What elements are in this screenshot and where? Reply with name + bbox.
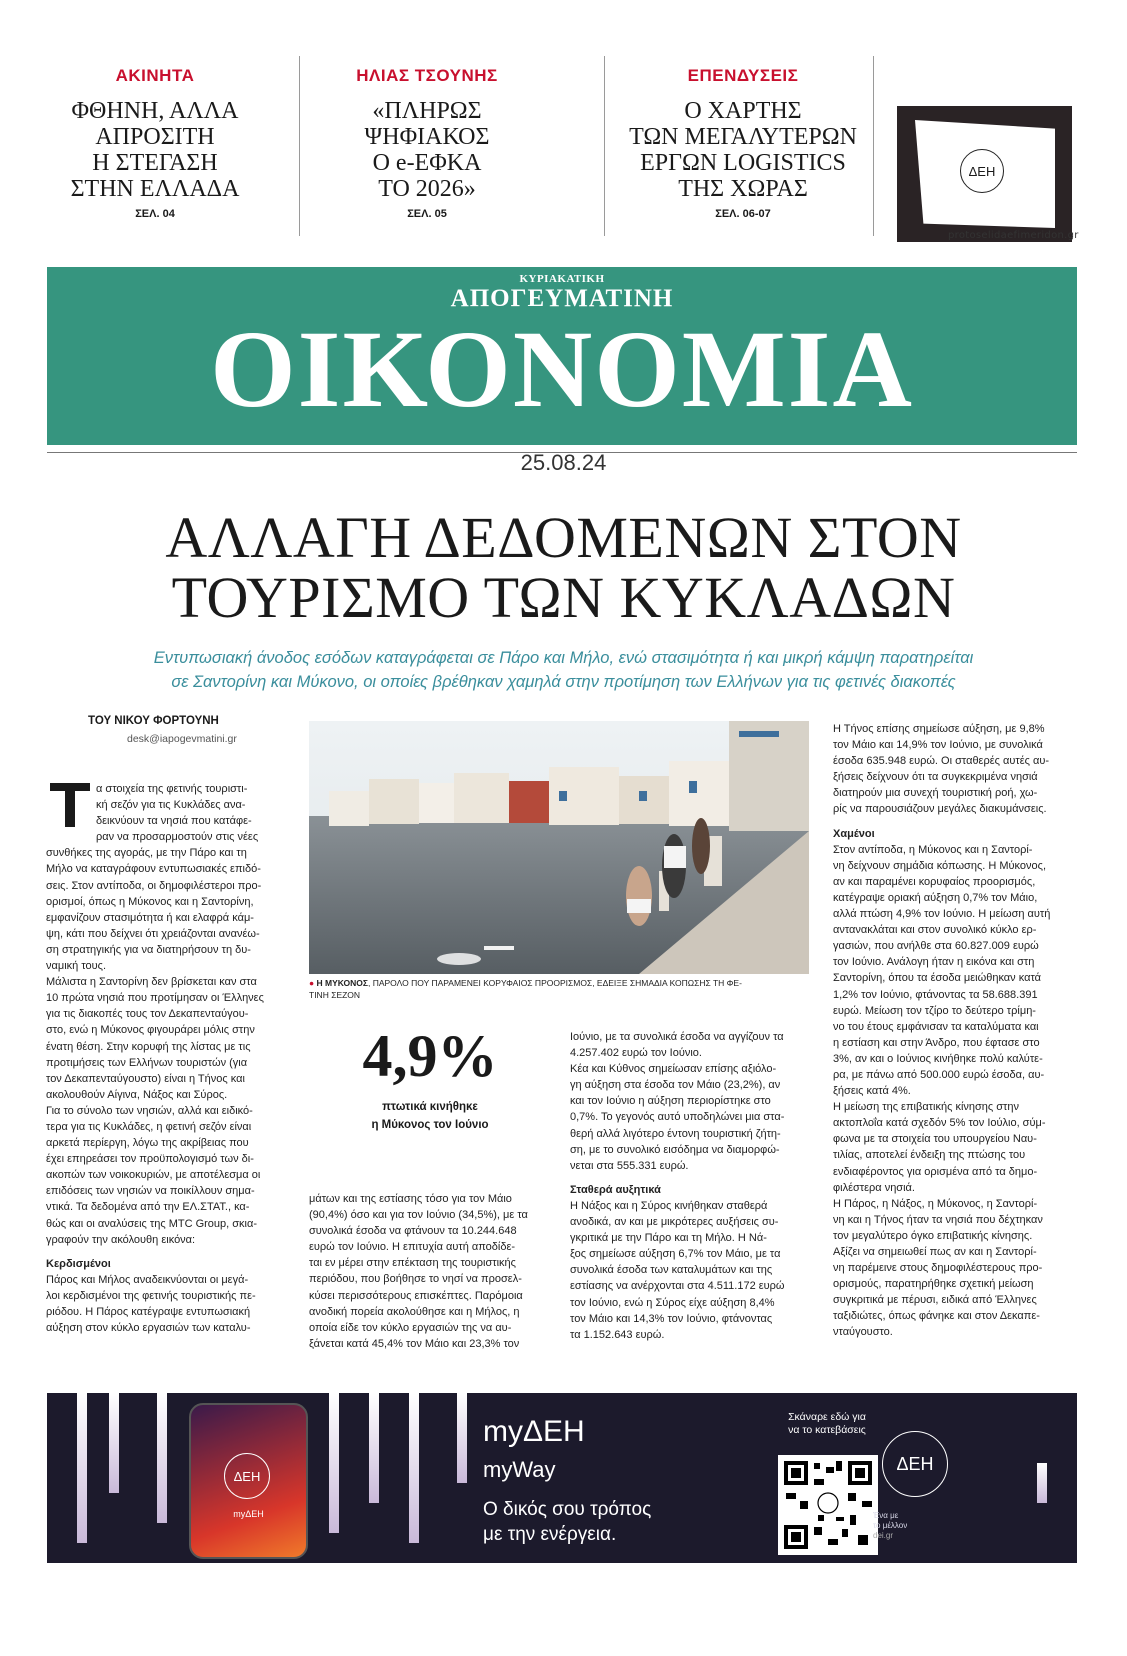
article-line: αύξηση στον κύκλο εργασιών των καταλυ-	[46, 1322, 251, 1335]
article-line: ντικά. Τα δεδομένα από την ΕΛ.ΣΤΑΤ., κα-	[46, 1201, 250, 1214]
ad-light-bar	[369, 1393, 379, 1503]
article-line: τον Δεκαπενταύγουστο) είναι η Τήνος και	[46, 1072, 245, 1085]
article-line: ανοδική πορεία ακολούθησε και η Μήλος, η	[309, 1305, 520, 1318]
article-line: ορισμούς, παρατηρήθηκε σχετική μείωση	[833, 1278, 1034, 1291]
article-line: ναμική τους.	[46, 960, 106, 973]
article-line: ται εν μέρει στην επέκταση της τουριστικής	[309, 1257, 516, 1270]
article-line	[570, 1174, 810, 1182]
article-line: νταύγουστο.	[833, 1326, 893, 1339]
ad-light-bar	[109, 1393, 119, 1493]
teaser-line: ΨΗΦΙΑΚΟΣ	[364, 124, 490, 150]
deh-logo-text: ΔΕΗ	[968, 163, 996, 179]
ad-slogan	[483, 1497, 651, 1547]
section-masthead	[47, 267, 1077, 445]
article-line: διατηρούν μια συνεχή τουριστική ροή, χω-	[833, 787, 1038, 800]
ad-light-bar	[409, 1393, 419, 1543]
phone-app-label: myΔΕΗ	[233, 1509, 264, 1519]
teaser-headline	[292, 98, 562, 202]
teaser-line: Ο e-ΕΦΚΑ	[372, 150, 482, 176]
ad-light-bar	[77, 1393, 87, 1543]
teaser-kicker: ΕΠΕΝΔΥΣΕΙΣ	[687, 66, 799, 85]
article-line: οποία είδε τον κύκλο εργασιών της να αυ-	[309, 1321, 512, 1334]
article-column-3	[570, 1029, 810, 1343]
tagline-line: το μέλλον	[873, 1521, 908, 1530]
article-line: έχει επηρεάσει τον προϋπολογισμό των δι-	[46, 1153, 254, 1166]
article-line: Αξίζει να σημειωθεί πως αν και η Σαντορί-	[833, 1246, 1037, 1258]
article-line: τον Μάιο και 14,3% τον Ιούνιο, φτάνοντας	[570, 1312, 773, 1325]
teaser-page: ΣΕΛ. 04	[135, 208, 175, 220]
ad-tagline	[873, 1511, 907, 1541]
column-divider	[604, 56, 605, 236]
article-line: Μήλο να καταγράφουν εντυπωσιακές επιδό-	[46, 863, 261, 876]
mykonos-photo-image	[309, 721, 809, 974]
article-line: ρα, με πάνω από 500.000 ευρώ έσοδα, αυ-	[833, 1068, 1045, 1081]
article-line: λοι κερδισμένοι της φετινής τουριστικής πε-	[46, 1289, 256, 1302]
article-line: μάτων και της εστίασης τόσο για τον Μάιο	[309, 1193, 512, 1205]
article-line: ξος σημείωσε αύξηση 6,7% τον Μάιο, με τα	[570, 1248, 781, 1261]
article-line: κή σεζόν για τις Κυκλάδες ανα-	[96, 799, 246, 812]
deh-logo	[960, 149, 1004, 193]
scan-line: Σκάναρε εδώ για	[788, 1411, 866, 1423]
article-line: αλλά πτώση 4,9% τον Ιούνιο. Η μείωση αυτή	[833, 908, 1051, 921]
article-line: Ιούνιο, με τα συνολικά έσοδα να αγγίζουν τα	[570, 1031, 784, 1043]
article-line: τον μεγαλύτερο όγκο επιβατικής κίνησης.	[833, 1229, 1033, 1242]
phone-logo-text: ΔΕΗ	[233, 1468, 261, 1484]
phone-deh-logo	[224, 1453, 270, 1499]
author-email[interactable]: desk@iapogevmatini.gr	[127, 733, 237, 745]
article-line: γη αύξηση στα έσοδα τον Μάιο (23,2%), αν	[570, 1079, 781, 1092]
photo-caption	[309, 977, 809, 1001]
article-line: αρκετά περίεργη, λόγω της ακρίβειας που	[46, 1137, 249, 1150]
article-line: ακοπών των νοικοκυριών, με αποτέλεσμα οι	[46, 1169, 261, 1182]
article-line: τον Ιούνιο, ενώ η Σύρος είχε αύξηση 8,4%	[570, 1296, 775, 1309]
article-line: δεικνύουν τα νησιά που κατάφε-	[96, 815, 252, 828]
article-line	[833, 818, 1075, 826]
article-line: έσοδα 635.948 ευρώ. Οι σταθερές αυτές αυ-	[833, 755, 1049, 768]
article-line: επιδόσεις των νησιών να ποικίλλουν σημα-	[46, 1185, 255, 1198]
article-line: ρίς να παρουσιάζουν μεγάλες διακυμάνσεις.	[833, 803, 1047, 816]
article-line: 4.257.402 ευρώ τον Ιούνιο.	[570, 1047, 702, 1060]
article-line: τον Μάιο και 14,9% τον Ιούνιο, με συνολικά	[833, 739, 1043, 752]
article-line: συνολικά έσοδα να φτάνουν τα 10.244.648	[309, 1225, 517, 1238]
article-line: κατέγραψε οριακή αύξηση 0,7% τον Μάιο,	[833, 891, 1038, 904]
article-line: συνθήκες της αγοράς, με την Πάρο και τη	[46, 847, 247, 860]
headline-line: ΤΟΥΡΙΣΜΟ ΤΩΝ ΚΥΚΛΑΔΩΝ	[171, 565, 956, 630]
article-line: Στον αντίποδα, η Μύκονος και η Σαντορί-	[833, 843, 1033, 856]
article-line: ση, με το συνολικό εισόδημα να διαμορφώ-	[570, 1143, 780, 1156]
article-line: ανοδικά, αν και με μικρότερες αυξήσεις συ-	[570, 1216, 779, 1229]
author-byline: ΤΟΥ ΝΙΚΟΥ ΦΟΡΤΟΥΝΗ	[88, 715, 219, 727]
article-deck	[80, 646, 1047, 694]
article-line: ση στρατηγικής για να διατηρήσουν τη δυ-	[46, 943, 251, 956]
caption-bullet-icon: ●	[309, 978, 317, 988]
article-line: γασιών, που ανήλθε στα 60.827.009 ευρώ	[833, 940, 1039, 953]
article-line: Κέα και Κύθνος σημείωσαν επίσης αξιόλο-	[570, 1063, 777, 1076]
caption-lead: Η ΜΥΚΟΝΟΣ	[316, 978, 368, 988]
caption-text: , ΠΑΡΟΛΟ ΠΟΥ ΠΑΡΑΜΕΝΕΙ ΚΟΡΥΦΑΙΟΣ ΠΡΟΟΡΙΣΜΟΣ, ΕΔΕΙΞΕ ΣΗΜΑΔΙΑ ΚΟΠΩΣΗΣ ΤΗ ΦΕ-	[367, 978, 742, 988]
article-line: νεται στα 555.331 ευρώ.	[570, 1159, 689, 1172]
article-line: Η Τήνος επίσης σημείωσε αύξηση, με 9,8%	[833, 723, 1045, 735]
article-line: συνολικά έσοδα των καταλυμάτων και της	[570, 1264, 773, 1277]
teaser-line: ΦΘΗΝΗ, ΑΛΛΑ	[71, 98, 239, 124]
deh-ad-banner[interactable]	[47, 1393, 1077, 1563]
article-line: και τον Ιούνιο η αύξηση περιορίστηκε στο	[570, 1095, 771, 1108]
article-line: ξήσεις κατά 4%.	[833, 1085, 911, 1098]
teaser-line: Η ΣΤΕΓΑΣΗ	[92, 150, 218, 176]
article-line: 3%, αν και ο Ιούνιος κινήθηκε πολύ καλύτε-	[833, 1052, 1043, 1065]
masthead-kyriakatiki: ΚΥΡΙΑΚΑΤΙΚΗ	[519, 273, 605, 285]
teaser-line: ΕΡΓΩΝ LOGISTICS	[640, 150, 846, 176]
article-line: κύσει περισσότερους επισκέπτες. Παρόμοια	[309, 1289, 523, 1302]
article-line: α στοιχεία της φετινής τουριστι-	[96, 783, 248, 795]
teaser-headline	[608, 98, 878, 202]
article-subhead: Χαμένοι	[833, 827, 875, 840]
article-line: Σαντορίνη, όπου τα έσοδα μειώθηκαν κατά	[833, 972, 1042, 985]
deck-line: σε Σαντορίνη και Μύκονο, οι οποίες βρέθηκαν χαμηλά στην προτίμηση των Ελλήνων για τις φετινές διακοπές	[171, 673, 956, 691]
column-divider	[873, 56, 874, 236]
teaser-line: «ΠΛΗΡΩΣ	[372, 98, 482, 124]
ad-light-bar	[1037, 1463, 1047, 1503]
article-line: ακτοπλοΐα κατά σχεδόν 5% τον Ιούλιο, σύμ-	[833, 1117, 1046, 1130]
article-line: ξάνεται κατά 45,4% τον Μάιο και 23,3% τον	[309, 1337, 520, 1350]
masthead-newspaper-name: ΑΠΟΓΕΥΜΑΤΙΝΗ	[450, 285, 674, 312]
article-line: συγκριτικά με πέρυσι, ειδικά από Έλληνες	[833, 1294, 1037, 1307]
teaser-kicker: ΑΚΙΝΗΤΑ	[115, 66, 195, 85]
article-line: στο, ενώ η Μύκονος φιγουράρει μόλις στην	[46, 1024, 255, 1037]
callout-line: η Μύκονος τον Ιούνιο	[371, 1119, 489, 1131]
article-line: γκριτικά με την Πάρο και τη Μήλο. Η Νά-	[570, 1232, 767, 1245]
ad-light-bar	[157, 1393, 167, 1523]
qr-code-icon	[778, 1455, 878, 1555]
ad-light-bar	[457, 1393, 467, 1483]
article-line: (90,4%) όσο και για τον Ιούνιο (34,5%), με τα	[309, 1209, 528, 1222]
main-headline	[0, 505, 1127, 630]
article-line: εστίασης να ανέρχονται στα 4.511.172 ευρώ	[570, 1280, 785, 1293]
article-line: θώς και οι αναλύσεις της MTC Group, σκια-	[46, 1217, 258, 1230]
article-line: θερή αλλά λιγότερο έντονη τουριστική ζήτη-	[570, 1127, 781, 1140]
article-line: νο του έτους εμφάνισαν τα καταλύματα και	[833, 1020, 1039, 1033]
teaser-line: Ο ΧΑΡΤΗΣ	[684, 98, 802, 124]
issue-date: 25.08.24	[520, 450, 607, 475]
article-line: ενδιαφέροντος για ορισμένα από τα δημο-	[833, 1165, 1038, 1178]
article-line: νη παρέμεινε στους δημοφιλέστερους προ-	[833, 1262, 1043, 1275]
article-line: η εστίαση και στην Άνδρο, που έφτασε στο	[833, 1036, 1040, 1049]
article-line: τερα για τις Κυκλάδες, η φετινή σεζόν είναι	[46, 1120, 252, 1133]
article-line: ψη, κάτι που δείχνει ότι χρειάζονται ανανέω-	[46, 927, 260, 940]
deh-ad-small[interactable]	[897, 106, 1072, 242]
article-column-4	[833, 721, 1075, 1341]
teaser-kicker: ΗΛΙΑΣ ΤΣΟΥΝΗΣ	[356, 66, 498, 85]
caption-text-line2: ΤΙΝΗ ΣΕΖΟΝ	[309, 990, 361, 1000]
tagline-line: Ένα με	[873, 1511, 899, 1520]
teaser-page: ΣΕΛ. 05	[407, 208, 447, 220]
ad-slogan-line: με την ενέργεια.	[483, 1524, 617, 1545]
article-line: νη και η Τήνος ήταν τα νησιά που δέχτηκαν	[833, 1213, 1043, 1226]
callout-line: πτωτικά κινήθηκε	[382, 1101, 478, 1113]
article-line: περιόδου, που βοήθησε το νησί να προσελ-	[309, 1273, 522, 1286]
article-line: Μάλιστα η Σαντορίνη δεν βρίσκεται καν στα	[46, 976, 257, 989]
article-line: νη δείχνουν σημάδια κόπωσης. Η Μύκονος,	[833, 859, 1047, 872]
article-line: για τις διακοπές τους τον Δεκαπενταύγου-	[46, 1008, 249, 1021]
phone-mockup	[189, 1403, 308, 1559]
article-line: σεις. Στον αντίποδα, οι δημοφιλέστεροι προ-	[46, 879, 262, 892]
article-line: φιλέστερα νησιά.	[833, 1181, 915, 1194]
article-line: αντανακλάται και στον συνολικό κύκλο ερ-	[833, 924, 1037, 937]
scan-line: να το κατεβάσεις	[788, 1424, 866, 1436]
article-line: ταξιδιώτες, όπως φάνηκε και στον Δεκαπε-	[833, 1310, 1040, 1323]
ad-scan-text	[752, 1411, 902, 1437]
teaser-investments[interactable]	[608, 66, 878, 220]
article-line: ραν να προσαρμοστούν στις νέες	[96, 831, 259, 844]
article-subhead: Σταθερά αυξητικά	[570, 1183, 661, 1196]
article-line: αν και παραμένει κορυφαίος προορισμός,	[833, 875, 1036, 888]
article-column-2	[309, 1191, 554, 1352]
article-line: γραφούν την ακόλουθη εικόνα:	[46, 1233, 196, 1246]
article-line: Η μείωση της επιβατικής κίνησης στην	[833, 1101, 1020, 1114]
article-line: ευρώ. Μείωση τον τζίρο το δεύτερο τρίμη-	[833, 1004, 1036, 1017]
ad-slogan-line: Ο δικός σου τρόπος	[483, 1499, 652, 1520]
article-line: 0,7%. Το γεγονός αυτό υποδηλώνει μια στα-	[570, 1111, 785, 1124]
teaser-headline	[20, 98, 290, 202]
article-line: ευρώ τον Ιούνιο. Η επιτυχία αυτή αποδίδε-	[309, 1241, 516, 1254]
teaser-line: ΤΟ 2026»	[378, 176, 476, 202]
ad-logo-text: ΔΕΗ	[896, 1453, 934, 1474]
article-line: ένατη θέση. Στην κορυφή της λίστας με τις	[46, 1040, 251, 1053]
article-line: Η Νάξος και η Σύρος κινήθηκαν σταθερά	[570, 1199, 768, 1212]
article-line: ξήσεις δείχνουν ότι τα συγκεκριμένα νησιά	[833, 771, 1038, 784]
article-line: ριόδου. Η Πάρος κατέγραψε εντυπωσιακή	[46, 1306, 251, 1318]
ad-site: dei.gr	[873, 1531, 894, 1540]
headline-line: ΑΛΛΑΓΗ ΔΕΔΟΜΕΝΩΝ ΣΤΟΝ	[165, 505, 962, 570]
teaser-page: ΣΕΛ. 06-07	[715, 208, 771, 220]
article-line: Πάρος και Μήλος αναδεικνύονται οι μεγά-	[46, 1273, 249, 1286]
teaser-line: ΑΠΡΟΣΙΤΗ	[95, 124, 215, 150]
source-watermark: protoselidaefimeridon.gr	[948, 230, 1079, 241]
article-line: Η Πάρος, η Νάξος, η Μύκονος, η Σαντορί-	[833, 1197, 1038, 1210]
mykonos-photo	[309, 721, 809, 974]
article-line: εμφανίζουν στασιμότητα ή και ελαφρά κάμ-	[46, 911, 254, 924]
teaser-line: ΤΩΝ ΜΕΓΑΛΥΤΕΡΩΝ	[629, 124, 857, 150]
article-line: φωνα με τα στοιχεία του υπουργείου Ναυ-	[833, 1133, 1037, 1146]
callout-number: 4,9%	[362, 1023, 498, 1089]
article-line: τιλίας, αποτελεί ένδειξη της πτώσης του	[833, 1149, 1026, 1162]
article-line: τον Ιούνιο. Ανάλογη ήταν η εικόνα και στη	[833, 956, 1035, 969]
callout-text	[330, 1098, 530, 1134]
article-line: Για το σύνολο των νησιών, αλλά και ειδικό-	[46, 1104, 253, 1117]
teaser-line: ΣΤΗΝ ΕΛΛΑΔΑ	[70, 176, 240, 202]
article-line	[46, 1248, 286, 1256]
teaser-real-estate[interactable]	[20, 66, 290, 220]
deck-line: Εντυπωσιακή άνοδος εσόδων καταγράφεται σε Πάρο και Μήλο, ενώ στασιμότητα ή και μικρή κάμψη παρατηρείται	[153, 649, 974, 667]
article-column-1	[46, 781, 286, 1336]
article-line: τα 1.152.643 ευρώ.	[570, 1328, 665, 1341]
masthead-section-title: ΟΙΚΟΝΟΜΙΑ	[210, 308, 914, 430]
ad-subbrand: myWay	[483, 1457, 556, 1482]
article-line: ορισμοί, όπως η Μύκονος και η Σαντορίνη,	[46, 895, 254, 908]
article-line: προτιμήσεις των Ελλήνων τουριστών (για	[46, 1056, 248, 1069]
qr-code[interactable]	[778, 1455, 878, 1555]
article-subhead: Κερδισμένοι	[46, 1257, 111, 1270]
teaser-line: ΤΗΣ ΧΩΡΑΣ	[678, 176, 808, 202]
article-line: 1,2% τον Ιούνιο, φτάνοντας τα 58.688.391	[833, 988, 1038, 1001]
ad-deh-logo	[882, 1431, 948, 1497]
ad-light-bar	[329, 1393, 339, 1533]
article-line: 10 πρώτα νησιά που προτίμησαν οι Έλληνες	[46, 992, 264, 1005]
article-line: ακολουθούν Αίγινα, Νάξος και Σύρος.	[46, 1088, 228, 1101]
teaser-interview[interactable]	[292, 66, 562, 220]
ad-brand: myΔΕΗ	[483, 1415, 585, 1448]
